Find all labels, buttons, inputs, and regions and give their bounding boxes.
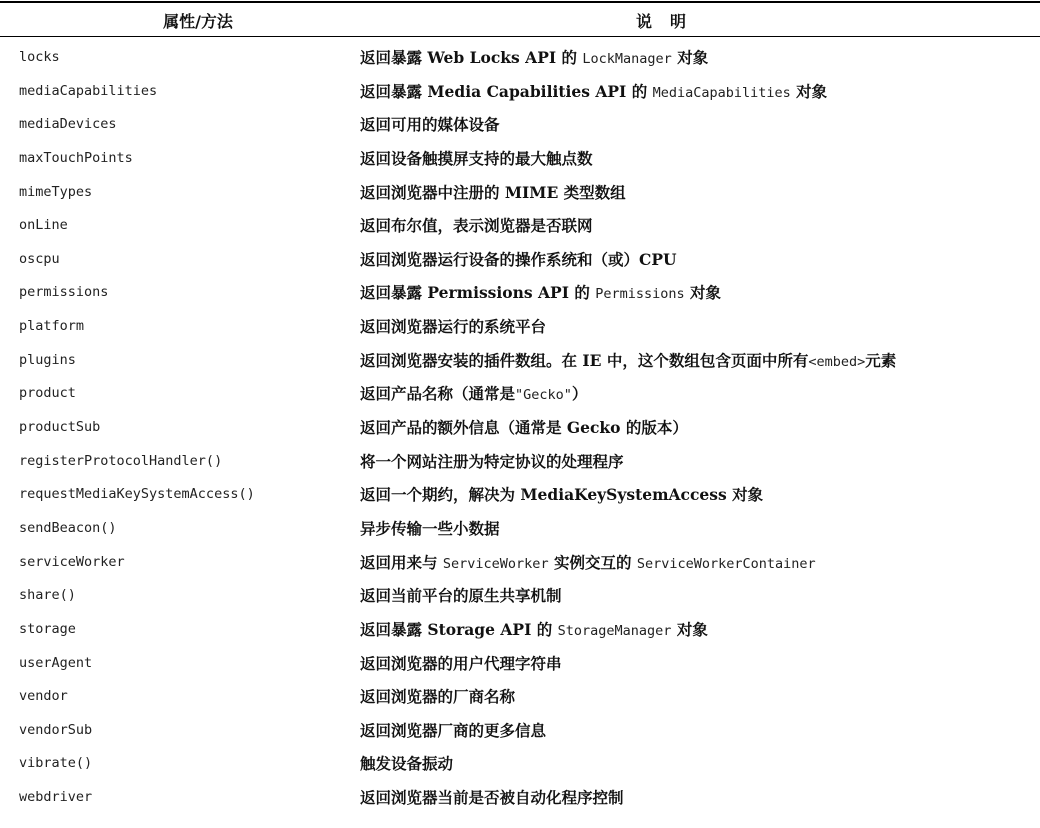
description-text: 返回浏览器运行设备的操作系统和（或）CPU <box>360 249 677 269</box>
property-description <box>360 382 1040 404</box>
description-text: 对象 <box>671 48 709 67</box>
description-text: 返回一个期约，解决为 MediaKeySystemAccess 对象 <box>360 485 764 505</box>
property-description <box>360 685 1040 707</box>
table-row <box>0 578 1040 612</box>
property-name: requestMediaKeySystemAccess() <box>19 486 255 503</box>
table-body <box>0 40 1040 814</box>
table-row <box>0 444 1040 478</box>
property-name: productSub <box>19 419 101 436</box>
header-description: 说明 <box>635 12 704 31</box>
description-text: 返回浏览器运行的系统平台 <box>360 317 547 337</box>
description-text: 异步传输一些小数据 <box>360 518 500 538</box>
property-description <box>360 584 1040 606</box>
description-text: 对象 <box>790 81 828 101</box>
property-name: vibrate() <box>19 755 93 772</box>
description-text: 返回浏览器厂商的更多信息 <box>360 720 547 740</box>
table-row <box>0 242 1040 276</box>
property-name: storage <box>19 620 76 637</box>
property-name: locks <box>19 49 60 65</box>
table-row <box>0 275 1040 309</box>
table-row <box>0 646 1040 680</box>
property-name: mediaCapabilities <box>19 82 158 99</box>
property-name: vendor <box>19 688 68 705</box>
property-description <box>360 349 1040 371</box>
description-text: 返回布尔值，表示浏览器是否联网 <box>360 216 593 236</box>
property-name: maxTouchPoints <box>19 149 133 166</box>
property-description <box>360 214 1040 236</box>
description-text: 实例交互的 <box>548 552 637 572</box>
description-code: StorageManager <box>557 622 672 639</box>
table-row <box>0 376 1040 410</box>
property-name: webdriver <box>19 789 93 806</box>
description-text: 返回设备触摸屏支持的最大触点数 <box>360 148 593 168</box>
description-text: 对象 <box>684 283 722 303</box>
description-text: 返回可用的媒体设备 <box>360 115 500 135</box>
description-text: 返回当前平台的原生共享机制 <box>360 586 562 606</box>
property-description <box>360 113 1040 135</box>
property-name: mediaDevices <box>19 116 117 133</box>
property-name: product <box>19 385 76 402</box>
table-row <box>0 40 1040 74</box>
description-text: 返回产品名称（通常是 <box>360 384 516 404</box>
table-row <box>0 309 1040 343</box>
property-description <box>360 450 1040 472</box>
property-name: plugins <box>19 351 76 368</box>
header-name: 属性/方法 <box>163 12 233 31</box>
property-name: platform <box>19 318 85 335</box>
description-text: 返回暴露 Web Locks API 的 <box>360 48 583 67</box>
property-name: permissions <box>19 284 109 301</box>
description-text: 返回浏览器的用户代理字符串 <box>360 653 562 673</box>
property-description <box>360 618 1040 640</box>
table-row <box>0 410 1040 444</box>
description-text: 返回暴露 Permissions API 的 <box>360 283 596 303</box>
table-row <box>0 612 1040 646</box>
description-text: 返回浏览器中注册的 MIME 类型数组 <box>360 182 626 202</box>
description-text: 返回用来与 <box>360 552 443 572</box>
table-row <box>0 545 1040 579</box>
property-name: registerProtocolHandler() <box>19 452 223 469</box>
description-code: <embed> <box>808 353 866 370</box>
property-name: onLine <box>19 217 68 234</box>
description-text: 返回产品的额外信息（通常是 Gecko 的版本） <box>360 418 688 438</box>
table-row <box>0 713 1040 747</box>
table-row <box>0 107 1040 141</box>
description-text: 返回暴露 Storage API 的 <box>360 619 558 639</box>
property-name: sendBeacon() <box>19 519 117 536</box>
table-row <box>0 679 1040 713</box>
description-text: ） <box>571 384 588 404</box>
description-code: ServiceWorker <box>442 555 549 572</box>
property-description <box>360 248 1040 270</box>
table-row <box>0 208 1040 242</box>
table-row <box>0 141 1040 175</box>
description-code: ServiceWorkerContainer <box>636 555 816 572</box>
property-description <box>360 416 1040 438</box>
property-name: vendorSub <box>19 721 93 738</box>
description-code: LockManager <box>582 51 672 67</box>
description-text: 将一个网站注册为特定协议的处理程序 <box>360 451 624 471</box>
property-name: serviceWorker <box>19 553 125 570</box>
property-description <box>360 315 1040 337</box>
description-code: Permissions <box>595 286 685 303</box>
property-description <box>360 147 1040 169</box>
description-text: 元素 <box>865 350 897 370</box>
description-code: MediaCapabilities <box>652 84 791 101</box>
table-row <box>0 74 1040 108</box>
description-text: 返回浏览器安装的插件数组。在 IE 中，这个数组包含页面中所有 <box>360 350 809 370</box>
property-description <box>360 181 1040 203</box>
property-name: userAgent <box>19 654 93 671</box>
description-text: 返回浏览器的厂商名称 <box>360 687 516 707</box>
description-text: 返回暴露 Media Capabilities API 的 <box>360 81 653 101</box>
table-row <box>0 746 1040 780</box>
property-description <box>360 46 1040 68</box>
table-row <box>0 175 1040 209</box>
description-text: 返回浏览器当前是否被自动化程序控制 <box>360 788 624 808</box>
table-header <box>0 3 1040 36</box>
property-description <box>360 551 1040 573</box>
table-row <box>0 511 1040 545</box>
table-row <box>0 477 1040 511</box>
property-name: mimeTypes <box>19 183 93 200</box>
property-description <box>360 786 1040 808</box>
description-text: 触发设备振动 <box>360 754 454 774</box>
property-name: share() <box>19 587 76 604</box>
property-description <box>360 483 1040 505</box>
property-description <box>360 517 1040 539</box>
table-row <box>0 343 1040 377</box>
description-text: 对象 <box>671 619 708 639</box>
table-row <box>0 780 1040 814</box>
property-description <box>360 652 1040 674</box>
description-code: "Gecko" <box>515 387 572 404</box>
table-header-rule <box>0 36 1040 37</box>
property-description <box>360 752 1040 774</box>
property-description <box>360 281 1040 303</box>
property-name: oscpu <box>19 250 60 267</box>
property-description <box>360 719 1040 741</box>
property-description <box>360 80 1040 102</box>
